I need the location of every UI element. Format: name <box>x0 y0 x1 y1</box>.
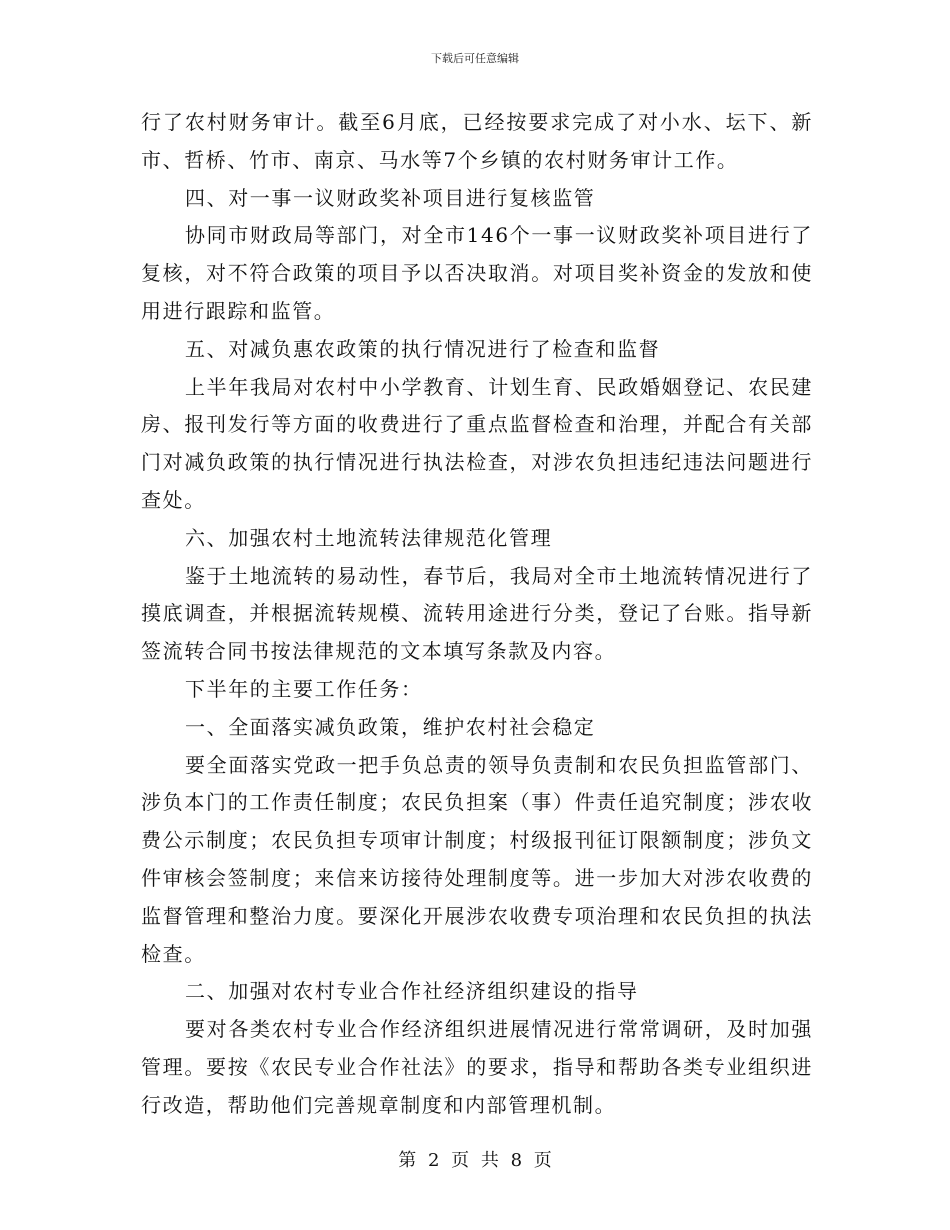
paragraph-5: 上半年我局对农村中小学教育、计划生育、民政婚姻登记、农民建房、报刊发行等方面的收费进行了重点监督检查和治理，并配合有关部门对减负政策的执行情况进行执法检查，对涉农负担违纪违法问题进行查处。 <box>141 374 813 512</box>
subheading-second-half: 下半年的主要工作任务： <box>185 676 423 701</box>
section-heading-5: 五、对减负惠农政策的执行情况进行了检查和监督 <box>185 336 661 361</box>
paragraph-12: 要对各类农村专业合作经济组织进展情况进行常常调研，及时加强管理。要按《农民专业合作社法》的要求，指导和帮助各类专业组织进行改造，帮助他们完善规章制度和内部管理机制。 <box>141 1017 813 1117</box>
paragraph-3: 协同市财政局等部门，对全市146个一事一议财政奖补项目进行了复核，对不符合政策的项目予以否决取消。对项目奖补资金的发放和使用进行跟踪和监管。 <box>141 223 813 323</box>
document-body <box>141 104 813 1125</box>
paragraph-1: 行了农村财务审计。截至6月底，已经按要求完成了对小水、坛下、新市、哲桥、竹市、南京、马水等7个乡镇的农村财务审计工作。 <box>141 110 813 172</box>
task-heading-2: 二、加强对农村专业合作社经济组织建设的指导 <box>185 979 639 1004</box>
section-heading-4: 四、对一事一议财政奖补项目进行复核监管 <box>185 185 596 210</box>
section-heading-6: 六、加强农村土地流转法律规范化管理 <box>185 525 553 550</box>
paragraph-7: 鉴于土地流转的易动性，春节后，我局对全市土地流转情况进行了摸底调查，并根据流转规模、流转用途进行分类，登记了台账。指导新签流转合同书按法律规范的文本填写条款及内容。 <box>141 563 813 664</box>
paragraph-10: 要全面落实党政一把手负总责的领导负责制和农民负担监管部门、涉负本门的工作责任制度；农民负担案（事）件责任追究制度；涉农收费公示制度；农民负担专项审计制度；村级报刊征订限额制度；涉负文件审核会签制度；来信来访接待处理制度等。进一步加大对涉农收费的监督管理和整治力度。要深化开展涉农收费专项治理和农民负担的执法检查。 <box>141 752 813 966</box>
task-heading-1: 一、全面落实减负政策，维护农村社会稳定 <box>185 714 596 739</box>
page-header-note: 下载后可任意编辑 <box>431 52 519 65</box>
page-number-footer: 第 2 页 共 8 页 <box>398 1150 552 1171</box>
